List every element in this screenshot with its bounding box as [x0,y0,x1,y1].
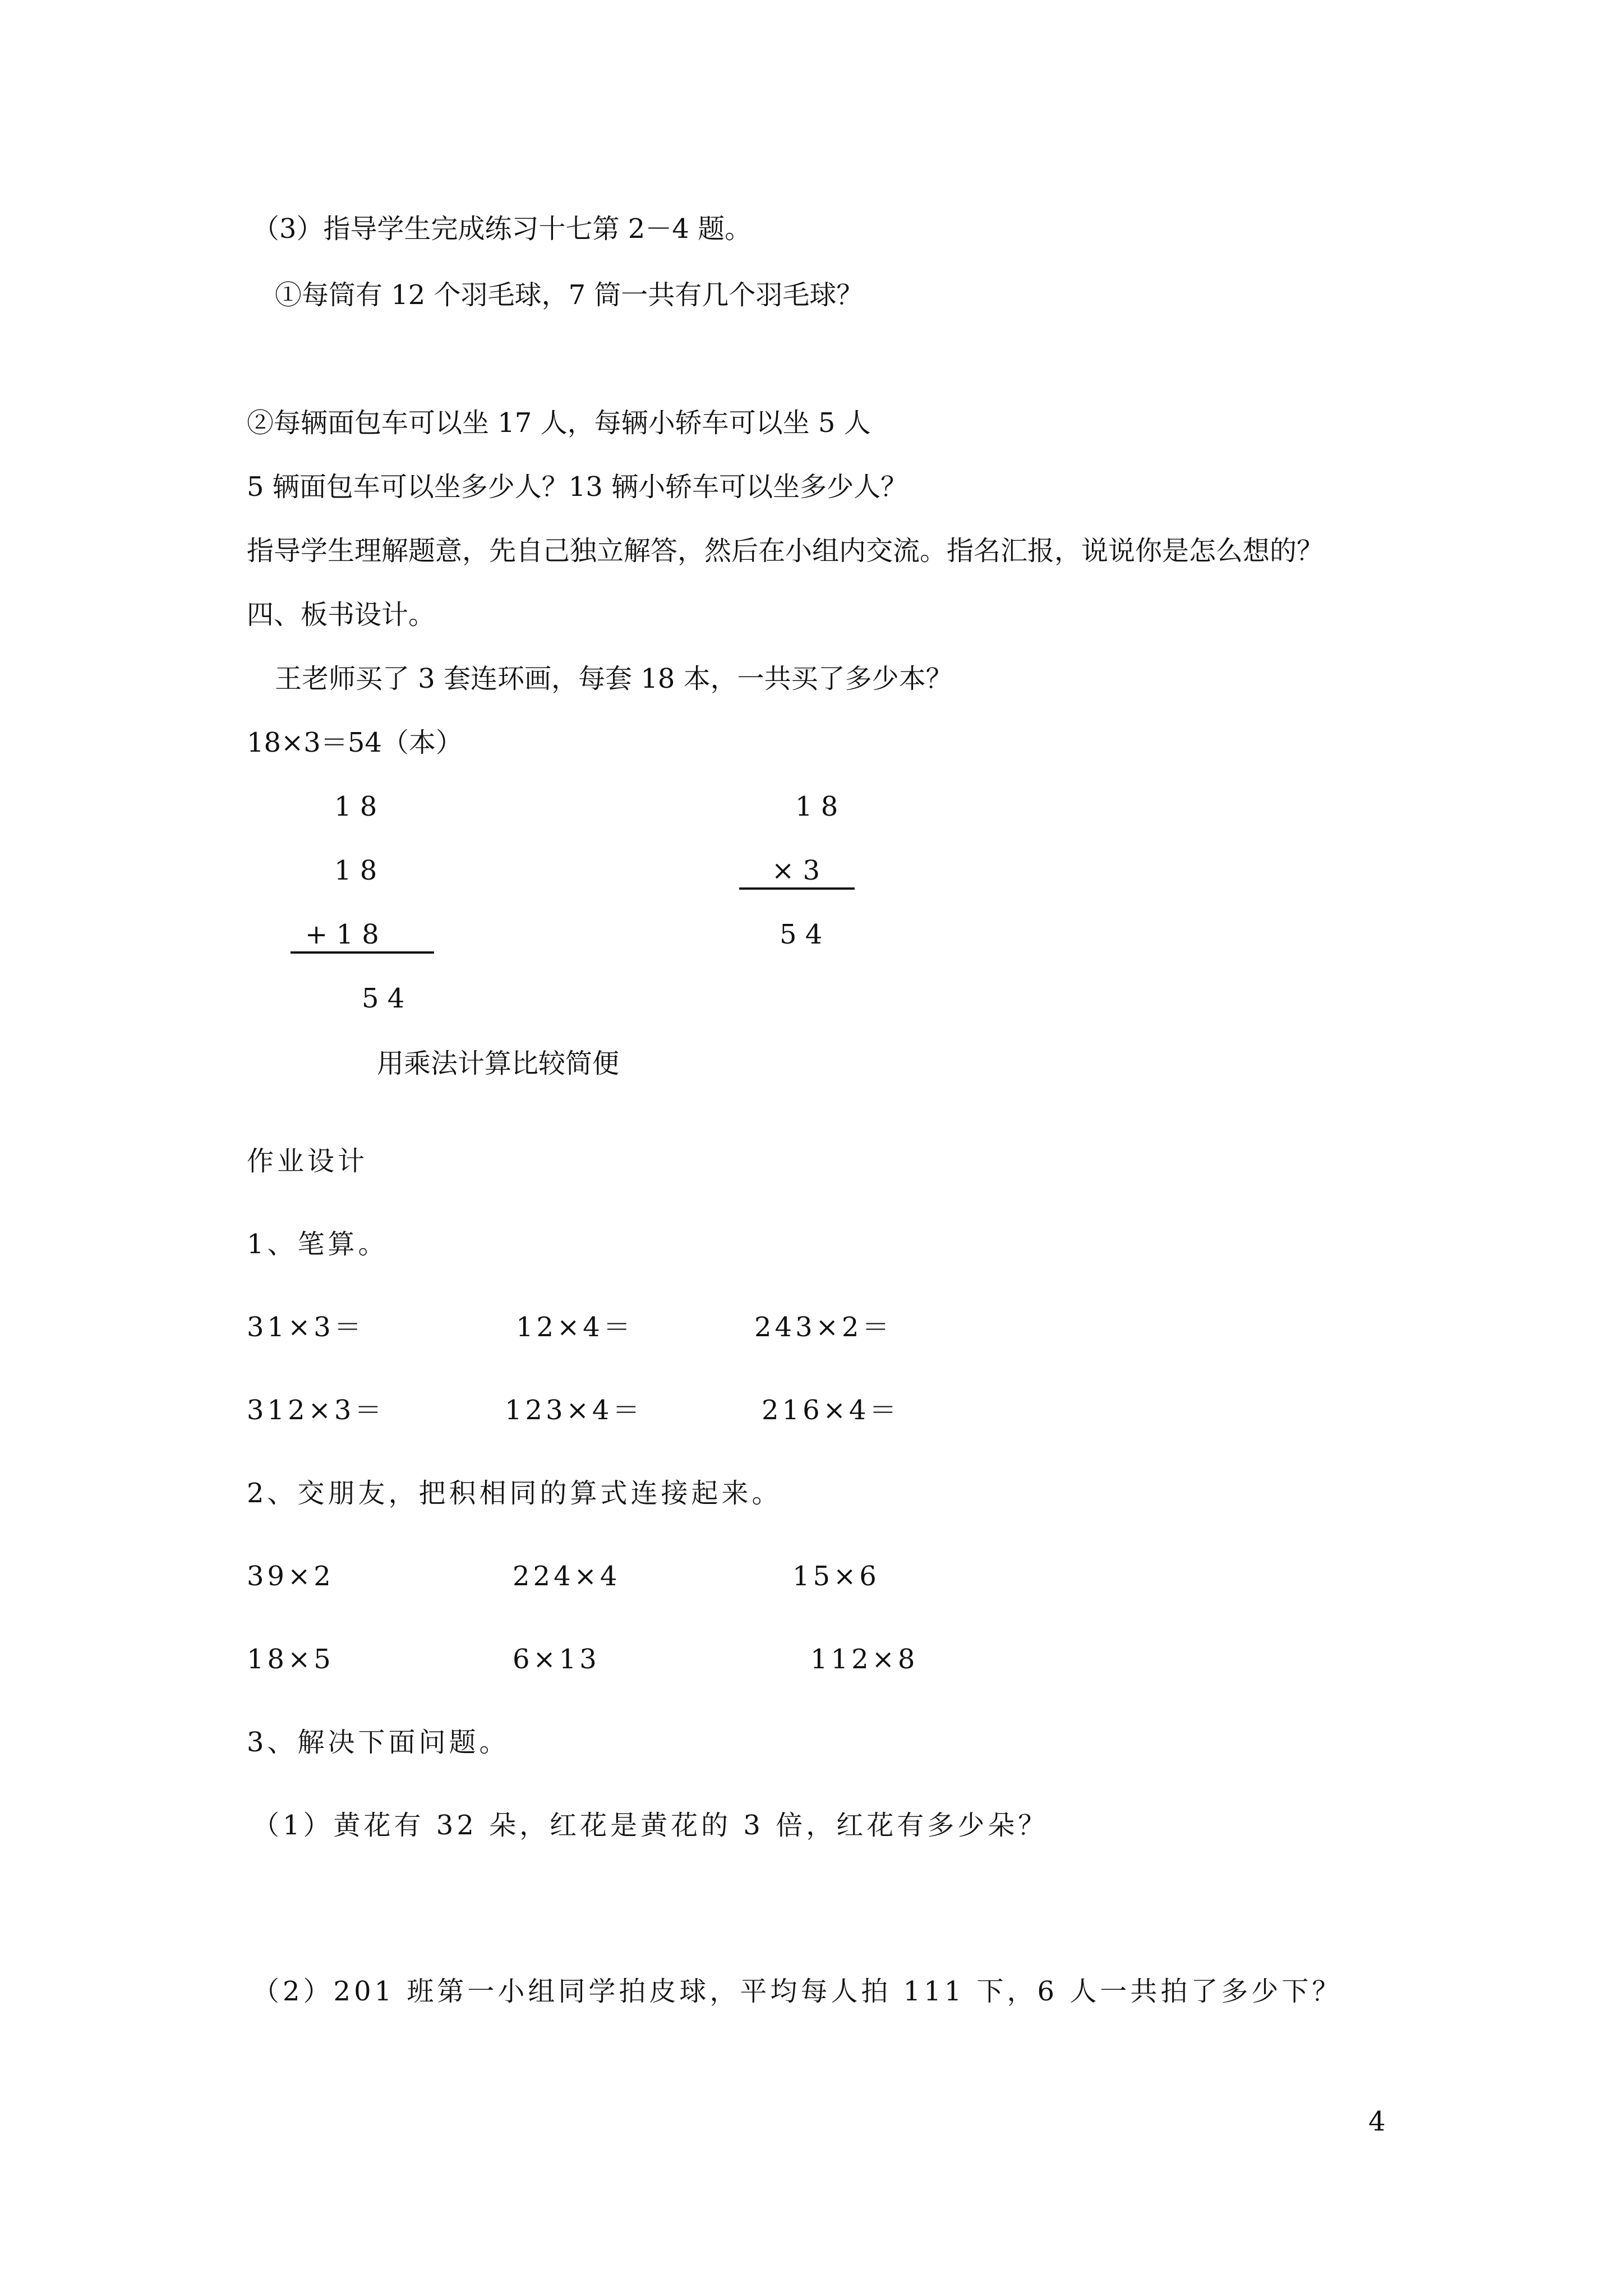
question-2-line-1: ②每辆面包车可以坐 17 人，每辆小轿车可以坐 5 人 [247,407,871,439]
task1-expr-5: 123×4＝ [505,1395,643,1426]
task2-expr-6: 112×8 [810,1644,919,1675]
multiplication-underline [739,887,855,890]
task2-expr-2: 224×4 [513,1561,621,1592]
addition-sum: 5 4 [362,983,405,1014]
step3-heading: （3）指导学生完成练习十七第 2－4 题。 [252,213,752,245]
task2-expr-1: 39×2 [247,1561,334,1592]
task2-expr-5: 6×13 [513,1644,600,1675]
task2-expr-4: 18×5 [247,1644,334,1675]
board-problem: 王老师买了 3 套连环画，每套 18 本，一共买了多少本？ [275,663,953,694]
task2-heading: 2、交朋友，把积相同的算式连接起来。 [247,1478,782,1509]
question-2-line-2: 5 辆面包车可以坐多少人？13 辆小轿车可以坐多少人？ [247,471,908,503]
task3-problem-1: （1）黄花有 32 朵，红花是黄花的 3 倍，红花有多少朵？ [252,1810,1049,1841]
addition-row-1: 1 8 [334,791,377,822]
task1-heading: 1、笔算。 [247,1228,389,1260]
task1-expr-4: 312×3＝ [247,1395,385,1426]
task1-expr-2: 12×4＝ [516,1312,634,1343]
task3-heading: 3、解决下面问题。 [247,1727,510,1758]
board-conclusion: 用乘法计算比较简便 [377,1048,620,1079]
addition-underline [291,951,434,954]
addition-row-3: + 1 8 [305,919,379,950]
board-design-heading: 四、板书设计。 [247,599,436,631]
board-equation: 18×3＝54（本） [247,727,463,758]
multiplier: × 3 [772,855,820,886]
page-number: 4 [1368,2106,1386,2137]
task3-problem-2: （2）201 班第一小组同学拍皮球，平均每人拍 111 下，6 人一共拍了多少下？ [252,1976,1343,2007]
task1-expr-3: 243×2＝ [754,1312,893,1343]
multiplication-product: 5 4 [780,919,823,950]
task1-expr-6: 216×4＝ [762,1395,900,1426]
question-1: ①每筒有 12 个羽毛球，7 筒一共有几个羽毛球？ [275,279,864,311]
addition-row-2: 1 8 [334,855,377,886]
task1-expr-1: 31×3＝ [247,1312,365,1343]
multiplicand: 1 8 [795,791,838,822]
homework-title: 作业设计 [247,1145,368,1177]
task2-expr-3: 15×6 [792,1561,880,1592]
guidance-text: 指导学生理解题意，先自己独立解答，然后在小组内交流。指名汇报，说说你是怎么想的？ [247,535,1324,567]
